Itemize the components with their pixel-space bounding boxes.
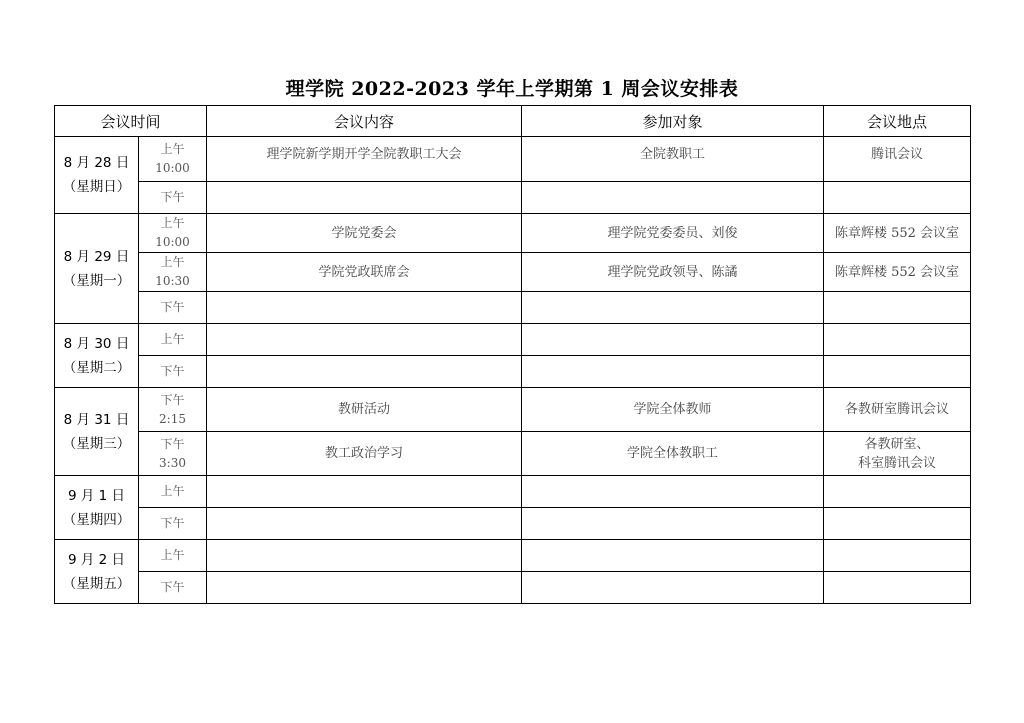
content-cell	[207, 572, 522, 604]
time-cell: 上午	[139, 324, 207, 356]
header-attendees: 参加对象	[522, 106, 824, 137]
time-cell: 下午	[139, 292, 207, 324]
table-row	[55, 388, 971, 432]
date-text: 9 月 1 日	[67, 487, 126, 504]
content-cell	[207, 182, 522, 214]
content-cell: 学院党委会	[207, 214, 522, 253]
clock-text: 3:30	[159, 455, 186, 470]
attendees-cell	[522, 324, 824, 356]
time-cell: 下午	[139, 356, 207, 388]
weekday-text: （星期二）	[62, 359, 131, 376]
table-row	[55, 476, 971, 508]
weekday-text: （星期三）	[62, 435, 131, 452]
content-cell	[207, 356, 522, 388]
table-row	[55, 356, 971, 388]
location-cell	[824, 292, 971, 324]
date-text: 8 月 30 日	[63, 335, 130, 352]
date-text: 9 月 2 日	[67, 551, 126, 568]
location-line: 各教研室、	[864, 436, 930, 452]
location-cell	[824, 476, 971, 508]
date-cell	[55, 476, 139, 540]
clock-text: 10:00	[155, 235, 190, 249]
attendees-cell	[522, 508, 824, 540]
location-cell: 陈章辉楼 552 会议室	[824, 253, 971, 292]
time-cell	[139, 137, 207, 182]
time-cell	[139, 214, 207, 253]
header-content: 会议内容	[207, 106, 522, 137]
table-row	[55, 214, 971, 253]
time-cell	[139, 253, 207, 292]
date-cell	[55, 137, 139, 214]
attendees-cell	[522, 476, 824, 508]
period-text: 下午	[160, 436, 185, 451]
weekday-text: （星期日）	[62, 179, 131, 195]
location-cell	[824, 356, 971, 388]
table-row	[55, 253, 971, 292]
location-line: 科室腾讯会议	[858, 455, 937, 471]
attendees-cell	[522, 572, 824, 604]
attendees-cell	[522, 292, 824, 324]
time-cell	[139, 388, 207, 432]
time-cell: 上午	[139, 476, 207, 508]
attendees-cell: 理学院党委委员、刘俊	[522, 214, 824, 253]
attendees-cell: 学院全体教师	[522, 388, 824, 432]
table-row	[55, 182, 971, 214]
attendees-cell: 学院全体教职工	[522, 432, 824, 476]
attendees-cell: 理学院党政领导、陈譎	[522, 253, 824, 292]
time-cell: 上午	[139, 540, 207, 572]
location-cell	[824, 432, 971, 476]
time-cell: 下午	[139, 508, 207, 540]
clock-text: 10:30	[155, 274, 190, 288]
period-text: 上午	[160, 216, 185, 230]
table-row	[55, 508, 971, 540]
location-cell: 陈章辉楼 552 会议室	[824, 214, 971, 253]
table-row	[55, 137, 971, 182]
weekday-text: （星期四）	[62, 511, 131, 528]
table-row	[55, 432, 971, 476]
content-cell: 教工政治学习	[207, 432, 522, 476]
clock-text: 2:15	[159, 411, 186, 426]
period-text: 上午	[160, 255, 185, 269]
header-row	[55, 106, 971, 137]
date-text: 8 月 28 日	[63, 155, 130, 171]
time-cell: 下午	[139, 572, 207, 604]
weekday-text: （星期五）	[62, 575, 131, 592]
location-cell: 腾讯会议	[824, 137, 971, 182]
page-title: 理学院 2022-2023 学年上学期第 1 周会议安排表	[285, 78, 739, 100]
date-text: 8 月 29 日	[63, 248, 130, 265]
attendees-cell	[522, 540, 824, 572]
header-location: 会议地点	[824, 106, 971, 137]
location-cell	[824, 508, 971, 540]
location-cell	[824, 324, 971, 356]
attendees-cell	[522, 356, 824, 388]
table-row	[55, 324, 971, 356]
period-text: 下午	[160, 392, 185, 407]
content-cell	[207, 540, 522, 572]
attendees-cell: 全院教职工	[522, 137, 824, 182]
time-cell	[139, 432, 207, 476]
content-cell	[207, 292, 522, 324]
content-cell	[207, 324, 522, 356]
time-cell: 下午	[139, 182, 207, 214]
date-cell	[55, 388, 139, 476]
location-cell	[824, 540, 971, 572]
content-cell: 理学院新学期开学全院教职工大会	[207, 137, 522, 182]
location-cell	[824, 182, 971, 214]
content-cell: 学院党政联席会	[207, 253, 522, 292]
content-cell	[207, 476, 522, 508]
date-cell	[55, 324, 139, 388]
weekday-text: （星期一）	[62, 272, 131, 289]
table-row	[55, 572, 971, 604]
header-time: 会议时间	[55, 106, 207, 137]
table-row	[55, 540, 971, 572]
table-row	[55, 292, 971, 324]
location-cell	[824, 572, 971, 604]
clock-text: 10:00	[155, 161, 190, 175]
content-cell: 教研活动	[207, 388, 522, 432]
date-cell	[55, 540, 139, 604]
period-text: 上午	[160, 142, 185, 156]
content-cell	[207, 508, 522, 540]
location-cell: 各教研室腾讯会议	[824, 388, 971, 432]
date-text: 8 月 31 日	[63, 411, 130, 428]
meeting-schedule-table	[54, 105, 971, 604]
attendees-cell	[522, 182, 824, 214]
date-cell	[55, 214, 139, 324]
